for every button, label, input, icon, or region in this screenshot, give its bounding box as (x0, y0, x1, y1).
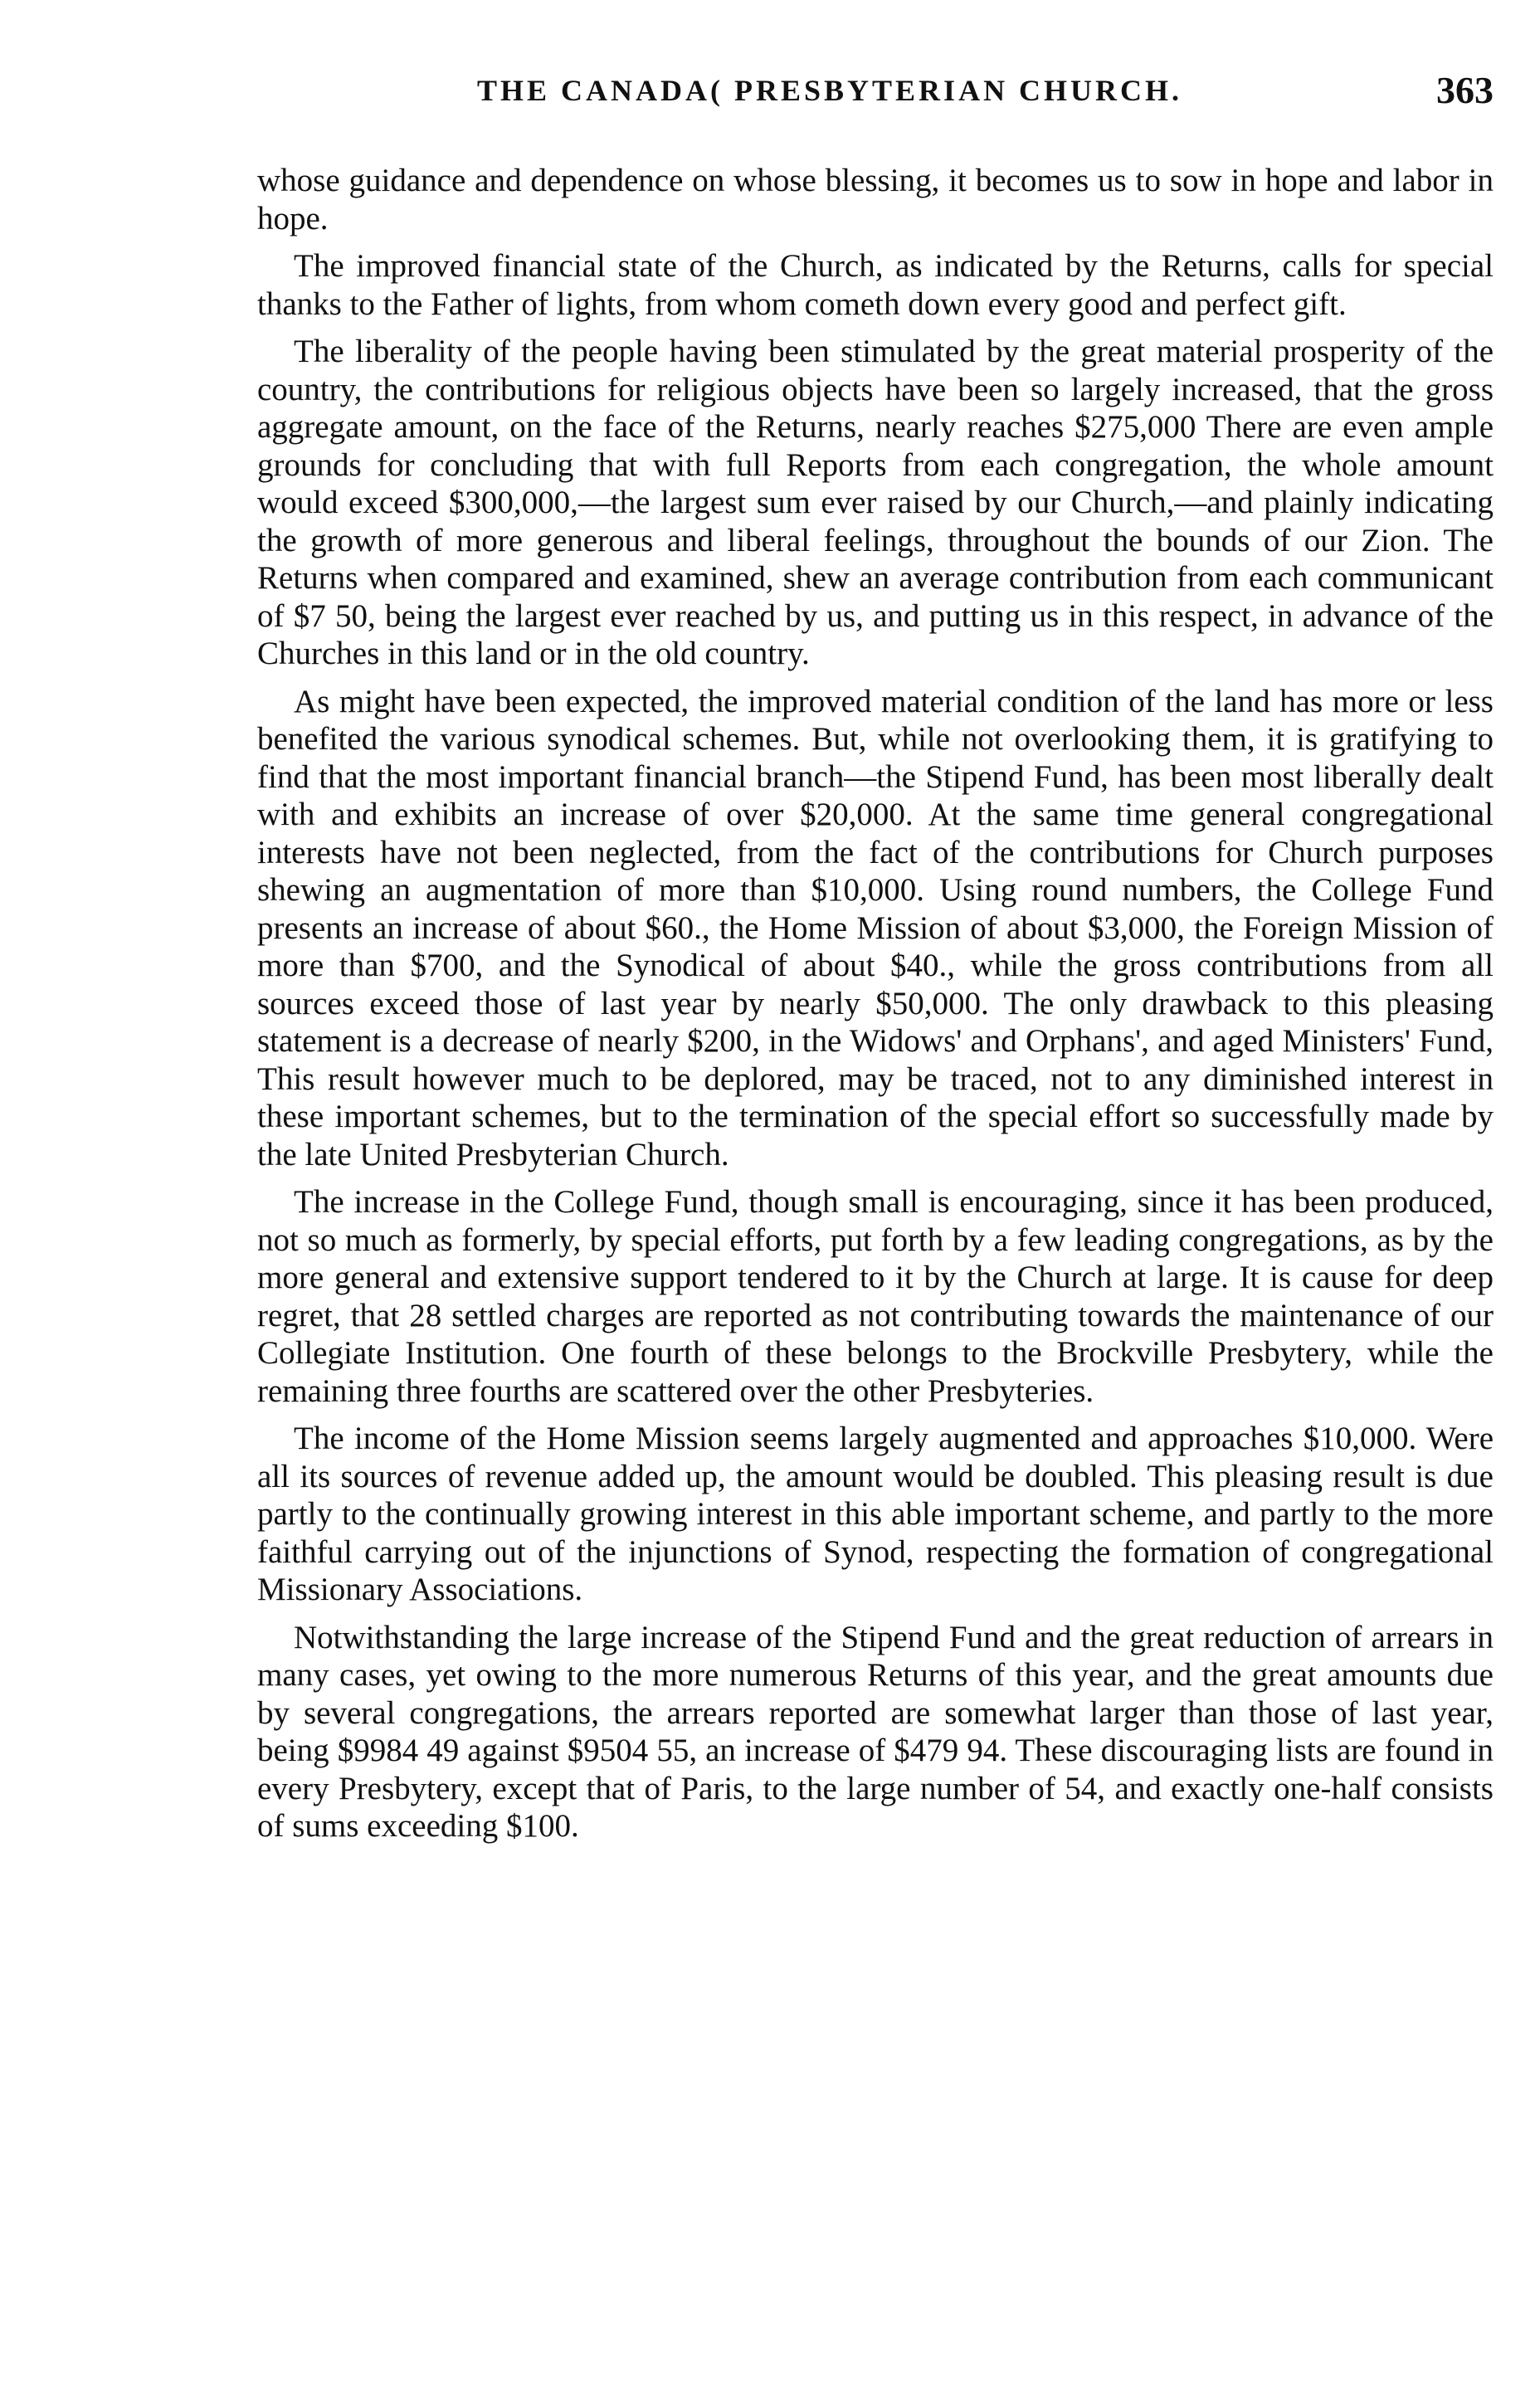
paragraph-synodical-schemes: As might have been expected, the improved material condition of the land has more or less benefited the various synodical schemes. But, while not overlooking them, it is gratifying to find that the most important financial branch—the Stipend Fund, has been most liberally dealt with and exhibits an increase of over $20,000. At the same time general congregational interests have not been neglected, from the fact of the contributions for Church purposes shewing an augmentation of more than $10,000. Using round numbers, the College Fund presents an increase of about $60., the Home Mission of about $3,000, the Foreign Mission of more than $700, and the Synodical of about $40., while the gross contributions from all sources exceed those of last year by nearly $50,000. The only drawback to this pleasing statement is a decrease of nearly $200, in the Widows' and Orphans', and aged Ministers' Fund, This result however much to be deplored, may be traced, not to any diminished interest in these important schemes, but to the termination of the special effort so successfully made by the late United Presbyterian Church. (257, 683, 1494, 1172)
paragraph-financial-state: The improved financial state of the Church, as indicated by the Returns, calls for special thanks to the Father of lights, from whom cometh down every good and perfect gift. (257, 248, 1494, 322)
paragraph-liberality: The liberality of the people having been stimulated by the great material prosperity of the country, the contributions for religious objects have been so largely increased, that the gross aggregate amount, on the face of the Returns, nearly reaches $275,000 There are even ample grounds for concluding that with full Reports from each congregation, the whole amount would exceed $300,000,—the largest sum ever raised by our Church,—and plainly indicating the growth of more generous and liberal feelings, throughout the bounds of our Zion. The Returns when compared and examined, shew an average contribution from each communicant of $7 50, being the largest ever reached by us, and putting us in this respect, in advance of the Churches in this land or in the old country. (257, 334, 1494, 671)
paragraph-continuation: whose guidance and dependence on whose blessing, it becomes us to sow in hope and labor in hope. (257, 163, 1494, 236)
page-number: 363 (1436, 69, 1494, 111)
paragraph-stipend-arrears: Notwithstanding the large increase of the Stipend Fund and the great reduction of arrears in many cases, yet owing to the more numerous Returns of this year, and the great amounts due by several congregations, the arrears reported are somewhat larger than those of last year, being $9984 49 against $9504 55, an increase of $479 94. These discouraging lists are found in every Presbytery, except that of Paris, to the large number of 54, and exactly one-half consists of sums exceeding $100. (257, 1619, 1494, 1844)
paragraph-home-mission: The income of the Home Mission seems largely augmented and approaches $10,000. Were all its sources of revenue added up, the amount would be doubled. This pleasing result is due partly to the continually growing interest in this able important scheme, and partly to the more faithful carrying out of the injunctions of Synod, respecting the formation of congregational Missionary Associations. (257, 1421, 1494, 1607)
body-text (257, 162, 1494, 1855)
running-head (257, 69, 1502, 123)
running-title: THE CANADA( PRESBYTERIAN CHURCH. (477, 74, 1183, 107)
paragraph-college-fund: The increase in the College Fund, though small is encouraging, since it has been produced, not so much as formerly, by special efforts, put forth by a few leading congregations, as by the more general and extensive support tendered to it by the Church at large. It is cause for deep regret, that 28 settled charges are reported as not contributing towards the maintenance of our Collegiate Institution. One fourth of these belongs to the Brockville Presbytery, while the remaining three fourths are scattered over the other Presbyteries. (257, 1184, 1494, 1409)
